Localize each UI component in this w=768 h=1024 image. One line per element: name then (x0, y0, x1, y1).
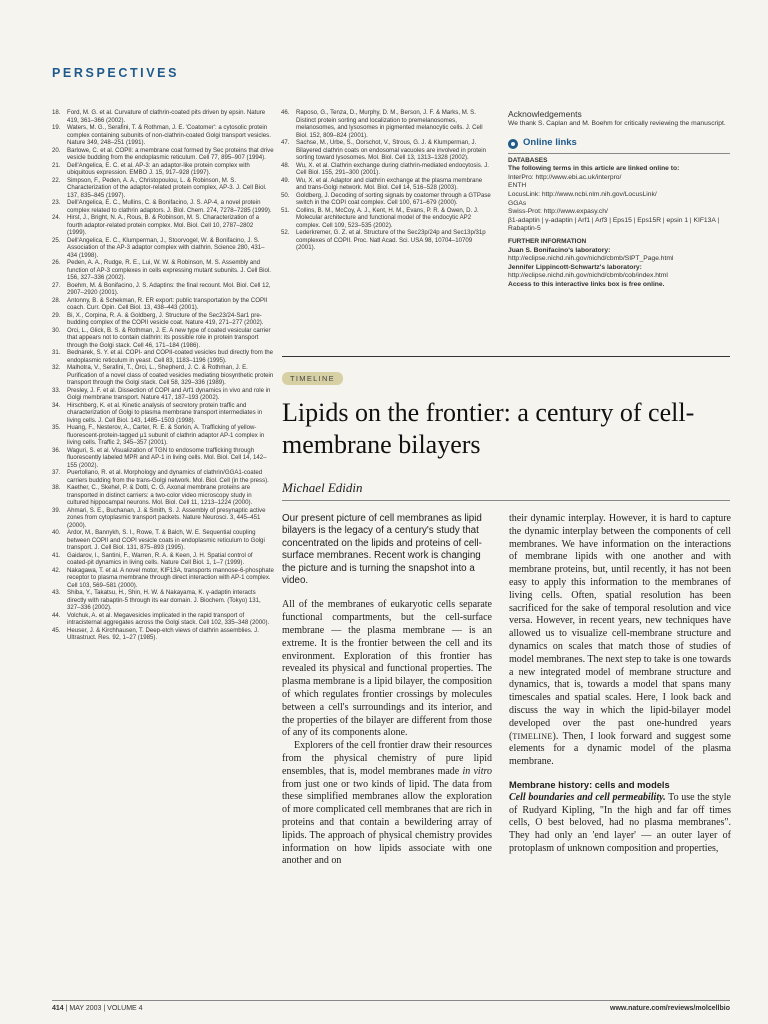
reference-text: Shiba, Y., Takatsu, H., Shin, H. W. & Nakayama, K. γ-adaptin interacts directly with rabaptin-5 through its ear domain. J. Biochem. (Tokyo) 131, 327–336 (2002). (67, 589, 261, 611)
article-title: Lipids on the frontier: a century of cell-membrane bilayers (282, 398, 695, 459)
article-column-right (509, 513, 731, 856)
references-column-2 (281, 109, 491, 252)
further-information-heading: FURTHER INFORMATION (508, 237, 587, 245)
reference-item (52, 259, 274, 282)
online-links-header (508, 139, 730, 149)
footer-page-info (52, 1005, 143, 1012)
reference-text: Bi, X., Corpina, R. A. & Goldberg, J. Structure of the Sec23/24-Sar1 pre-budding complex of the COPII vesicle coat. Nature 419, 271–277 (2002). (67, 311, 264, 326)
reference-number: 38. (52, 484, 61, 491)
author-divider (282, 500, 730, 501)
reference-text: Wu, X. et al. Adaptor and clathrin exchange at the plasma membrane and trans-Golgi network. Mol. Biol. Cell 14, 516–528 (2003). (296, 176, 483, 191)
reference-number: 19. (52, 124, 61, 131)
reference-number: 51. (281, 206, 290, 214)
reference-item (52, 177, 274, 200)
reference-item (52, 484, 274, 507)
reference-item (52, 424, 274, 447)
reference-item (52, 109, 274, 124)
reference-number: 20. (52, 146, 61, 154)
link-gga[interactable]: GGAs (508, 199, 527, 207)
section-subheading: Membrane history: cells and models (509, 779, 670, 790)
sidebar (508, 109, 730, 290)
reference-item (281, 177, 491, 192)
reference-text: Simpson, F., Peden, A. A., Christopoulou, L. & Robinson, M. S. Characterization of the adaptor-related protein complex, AP-3. J. Cell Biol. 137, 835–845 (1997). (67, 176, 267, 199)
reference-item (281, 162, 491, 177)
reference-number: 18. (52, 109, 61, 116)
reference-number: 50. (281, 191, 290, 199)
reference-text: Bednarek, S. Y. et al. COPI- and COPII-coated vesicles bud directly from the endoplasmic reticulum in yeast. Cell 83, 1183–1196 (1995). (67, 349, 274, 364)
link-interpro[interactable]: InterPro: http://www.ebi.ac.uk/interpro/ (508, 173, 622, 181)
reference-text: Antonny, B. & Schekman, R. ER export: public transportation by the COPII coach. Curr. Opin. Cell Biol. 13, 438–443 (2001). (67, 296, 268, 311)
reference-text: Collins, B. M., McCoy, A. J., Kent, H. M., Evans, P. R. & Owen, D. J. Molecular architecture and functional model of the endocytic AP2 complex. Cell 109, 523–535 (2002). (296, 206, 479, 229)
reference-text: Peden, A. A., Rudge, R. E., Lui, W. W. & Robinson, M. S. Assembly and function of AP-3 complexes in cells expressing mutant subunits. J. Cell Biol. 156, 327–336 (2002). (67, 259, 271, 281)
reference-text: Ford, M. G. et al. Curvature of clathrin-coated pits driven by epsin. Nature 419, 361–366 (2002). (67, 109, 266, 124)
timeline-link[interactable]: TIMELINE (512, 731, 553, 741)
reference-item (52, 312, 274, 327)
reference-number: 31. (52, 349, 61, 356)
link-swissprot[interactable]: Swiss-Prot: http://www.expasy.ch/ (508, 208, 608, 216)
reference-number: 30. (52, 326, 61, 334)
page-number: 414 (52, 1005, 64, 1012)
reference-number: 45. (52, 626, 61, 634)
reference-item (52, 387, 274, 402)
reference-item (281, 207, 491, 230)
reference-number: 34. (52, 401, 61, 409)
swissprot-terms[interactable]: β1-adaptin | γ-adaptin | Arf1 | Arf3 | Eps15 | Eps15R | epsin 1 | KIF13A | Rabaptin-5 (508, 216, 720, 233)
paragraph-1: All of the membranes of eukaryotic cells separate functional compartments, but the cell-surface membrane — the plasma membrane — is an extreme. It is the frontier between the cell and its environment. Exploration of this frontier has revealed its physical and functional properties. The plasma membrane is a lipid bilayer, the composition of which regulates frontier crossings by molecules between a cell's surroundings and its interior, and the properties of the bilayer are different from those of any of its components alone. (282, 599, 492, 739)
acknowledgements-heading: Acknowledgements (508, 109, 582, 119)
link-enth[interactable]: ENTH (508, 182, 527, 190)
reference-item (52, 567, 274, 590)
reference-item (52, 529, 274, 552)
reference-number: 46. (281, 109, 290, 116)
reference-number: 23. (52, 199, 61, 206)
reference-text: Sachse, M., Urbe, S., Oorschot, V., Strous, G. J. & Klumperman, J. Bilayered clathrin coats on endosomal vacuoles are involved in protein sorting toward lysosomes. Mol. Biol. Cell 13, 1313–1328 (2002). (296, 139, 487, 161)
reference-number: 41. (52, 551, 61, 559)
reference-number: 37. (52, 469, 61, 476)
databases-intro: The following terms in this article are linked online to: (508, 165, 680, 173)
reference-text: Waguri, S. et al. Visualization of TGN to endosome trafficking through fluorescently labeled MPR and AP-1 in living cells. Mol. Biol. Cell 14, 142–155 (2002). (67, 446, 267, 469)
reference-number: 40. (52, 529, 61, 536)
divider (508, 153, 730, 154)
reference-text: Lederkremer, G. Z. et al. Structure of the Sec23p/24p and Sec13p/31p complexes of COPII. Proc. Natl Acad. Sci. USA 98, 10704–10709 (2001). (296, 229, 486, 251)
reference-number: 26. (52, 259, 61, 266)
lab1-label: Juan S. Bonifacino's laboratory: (508, 246, 611, 254)
reference-text: Hirst, J., Bright, N. A., Rous, B. & Robinson, M. S. Characterization of a fourth adaptor-related protein complex. Mol. Biol. Cell 10, 2787–2802 (1999). (67, 214, 260, 236)
reference-item (52, 507, 274, 530)
reference-number: 39. (52, 506, 61, 514)
reference-text: Goldberg, J. Decoding of sorting signals by coatomer through a GTPase switch in the COPI coat complex. Cell 100, 671–679 (2000). (296, 191, 491, 206)
reference-item (52, 162, 274, 177)
reference-item (52, 402, 274, 425)
reference-item (52, 612, 274, 627)
reference-item (52, 214, 274, 237)
footer-divider (52, 1000, 730, 1001)
section-label: PERSPECTIVES (52, 66, 180, 80)
paragraph-4: Cell boundaries and cell permeability. To use the style of Rudyard Kipling, "In the high and far off times cells, O best beloved, had no plasma membranes". They had only an 'end layer' — an outer layer of protoplasm of unknown composition and properties, (509, 791, 731, 854)
reference-text: Heuser, J. & Kirchhausen, T. Deep-etch views of clathrin assemblies. J. Ultrastruct. Res. 92, 1–27 (1985). (67, 626, 259, 641)
reference-text: Raposo, G., Tenza, D., Murphy, D. M., Berson, J. F. & Marks, M. S. Distinct protein sorting and localization to premelanosomes, melanosomes, and lysosomes in pigmented melanocytic cells. J. Cell Biol. 152, 809–824 (2001). (296, 109, 483, 139)
reference-item (52, 364, 274, 387)
reference-item (281, 109, 491, 139)
reference-number: 27. (52, 281, 61, 289)
reference-item (52, 147, 274, 162)
reference-item (52, 297, 274, 312)
reference-number: 35. (52, 424, 61, 431)
lab2-link[interactable]: http://eclipse.nichd.nih.gov/nichd/cbmb/cob/index.html (508, 272, 668, 280)
reference-text: Huang, F., Nesterov, A., Carter, R. E. & Sorkin, A. Trafficking of yellow-fluorescent-protein-tagged μ1 subunit of clathrin adaptor AP-1 complex in living cells. Traffic 2, 345–357 (2001). (67, 424, 265, 446)
databases-heading: DATABASES (508, 156, 548, 164)
article-author: Michael Edidin (282, 480, 363, 495)
reference-item (52, 237, 274, 260)
reference-number: 33. (52, 386, 61, 394)
reference-text: Hirschberg, K. et al. Kinetic analysis of secretory protein traffic and characterization of Golgi to plasma membrane transport intermediates in living cells. J. Cell Biol. 143, 1485–1503 (1998). (67, 401, 263, 424)
lab1-link[interactable]: http://eclipse.nichd.nih.gov/nichd/cbmb/SIPT_Page.html (508, 255, 674, 263)
reference-number: 22. (52, 176, 61, 184)
reference-text: Kaether, C., Skehel, P. & Dotti, C. G. Axonal membrane proteins are transported in distinct carriers: a two-color video microscopy study in cultured hippocampal neurons. Mol. Biol. Cell 11, 1213–1224 (2000). (67, 484, 253, 506)
timeline-badge: TIMELINE (282, 372, 343, 385)
reference-item (52, 469, 274, 484)
reference-text: Puertollano, R. et al. Morphology and dynamics of clathrin/GGA1-coated carriers budding from the trans-Golgi network. Mol. Biol. Cell (in the press). (67, 469, 269, 484)
reference-number: 49. (281, 176, 290, 184)
reference-number: 44. (52, 611, 61, 619)
reference-text: Presley, J. F. et al. Dissection of COPI and Arf1 dynamics in vivo and role in Golgi membrane transport. Nature 417, 187–193 (2002). (67, 386, 271, 401)
reference-text: Gaidarov, I., Santini, F., Warren, R. A. & Keen, J. H. Spatial control of coated-pit dynamics in living cells. Nature Cell Biol. 1, 1–7 (1999). (67, 551, 253, 566)
reference-number: 48. (281, 161, 290, 169)
reference-number: 47. (281, 139, 290, 146)
reference-item (52, 124, 274, 147)
reference-item (52, 627, 274, 642)
reference-text: Nakagawa, T. et al. A novel motor, KIF13A, transports mannose-6-phosphate receptor to plasma membrane through direct interaction with AP-1 complex. Cell 103, 569–581 (2000). (67, 566, 274, 589)
issue-info: | MAY 2003 | VOLUME 4 (65, 1005, 143, 1012)
reference-text: Dell'Angelica, E. C. et al. AP-3: an adaptor-like protein complex with ubiquitous expression. EMBO J. 15, 917–928 (1997). (67, 161, 250, 176)
reference-number: 52. (281, 229, 290, 236)
section-divider (282, 356, 730, 357)
reference-text: Boehm, M. & Bonifacino, J. S. Adaptins: the final recount. Mol. Biol. Cell 12, 2907–2920 (2001). (67, 281, 271, 296)
reference-number: 29. (52, 311, 61, 319)
reference-text: Orci, L., Glick, B. S. & Rothman, J. E. A new type of coated vesicular carrier that appears not to contain clathrin: its possible role in protein transport through the Golgi stack. Cell 46, 171–184 (1986). (67, 326, 271, 349)
paragraph-3: their dynamic interplay. However, it is hard to capture the dynamic interplay between the components of cell membranes. We have information on the interactions of membrane lipids with one another and with membrane proteins, but, until recently, it has not been easy to apply this information to the membranes of living cells. Often, spatial resolution has been sacrificed for the sake of temporal resolution and vice versa. However, in recent years, new techniques have allowed us to visualize cell-membrane structure and dynamics on scales that match those of studies of model membranes. The next step to take is one towards a new integrated model of membrane structure and dynamics, that is, towards a model that spans many timescales and spatial scales. Here, I look back and discuss the way in which the lipid-bilayer model developed over the past one-hundred years (TIMELINE). Then, I look forward and suggest some elements for a dynamic model of the plasma membrane. (509, 513, 731, 768)
paragraph-2: Explorers of the cell frontier draw their resources from the physical chemistry of pure lipid ensembles, that is, model membranes made in vitro from just one or two kinds of lipid. The data from these simplified membranes allow the exploration of more complicated cell membranes that are rich in proteins and that contain a bewildering array of lipids. The approach of physical chemistry provides information on how lipids associate with one another and on (282, 740, 492, 867)
reference-text: Barlowe, C. et al. COPII: a membrane coat formed by Sec proteins that drive vesicle budding from the endoplasmic reticulum. Cell 77, 895–907 (1994). (67, 146, 274, 161)
reference-text: Ahmari, S. E., Buchanan, J. & Smith, S. J. Assembly of presynaptic active zones from cytoplasmic transport packets. Nature Neurosci. 3, 445–451 (2000). (67, 506, 266, 529)
reference-number: 24. (52, 214, 61, 221)
reference-item (281, 139, 491, 162)
reference-text: Malhotra, V., Serafini, T., Orci, L., Shepherd, J. C. & Rothman, J. E. Purification of a novel class of coated vesicles mediating biosynthetic protein transport through the Golgi stack. Cell 58, 329–336 (1989). (67, 364, 274, 386)
lab2-label: Jennifer Lippincott-Schwartz's laboratory: (508, 263, 642, 271)
reference-number: 36. (52, 446, 61, 454)
access-note: Access to this interactive links box is free online. (508, 280, 665, 288)
references-column-1 (52, 109, 274, 642)
link-locuslink[interactable]: LocusLink: http://www.ncbi.nlm.nih.gov/LocusLink/ (508, 190, 657, 198)
reference-text: Dell'Angelica, E. C., Klumperman, J., Stoorvogel, W. & Bonifacino, J. S. Association of the AP-3 adaptor complex with clathrin. Science 280, 431–434 (1998). (67, 236, 265, 259)
reference-number: 28. (52, 296, 61, 304)
reference-number: 43. (52, 589, 61, 596)
reference-text: Wu, X. et al. Clathrin exchange during clathrin-mediated endocytosis. J. Cell Biol. 155, 291–300 (2001). (296, 161, 489, 176)
reference-item (52, 327, 274, 350)
reference-text: Dell'Angelica, E. C., Mullins, C. & Bonifacino, J. S. AP-4, a novel protein complex related to clathrin adaptors. J. Biol. Chem. 274, 7278–7285 (1999). (67, 199, 272, 214)
reference-item (52, 282, 274, 297)
footer-url[interactable]: www.nature.com/reviews/molcellbio (610, 1005, 730, 1012)
online-links-title: Online links (523, 137, 577, 149)
reference-item (52, 589, 274, 612)
reference-item (52, 199, 274, 214)
reference-number: 42. (52, 566, 61, 574)
reference-item (52, 349, 274, 364)
reference-number: 25. (52, 236, 61, 244)
reference-text: Ardor, M., Bannykh, S. I., Rowe, T. & Balch, W. E. Sequential coupling between COPII and COPI vesicle coats in endoplasmic reticulum to Golgi transport. J. Cell Biol. 131, 875–893 (1995). (67, 529, 265, 551)
reference-item (52, 552, 274, 567)
reference-item (52, 447, 274, 470)
article-lead: Our present picture of cell membranes as lipid bilayers is the legacy of a century's study that concentrated on the lipids and proteins of cell-surface membranes. Recent work is changing the picture and is turning the snapshot into a video. (282, 513, 482, 587)
reference-item (281, 192, 491, 207)
reference-text: Volchuk, A. et al. Megavesicles implicated in the rapid transport of intracisternal aggregates across the Golgi stack. Cell 102, 335–348 (2000). (67, 611, 270, 626)
reference-item (281, 229, 491, 252)
globe-icon (508, 139, 518, 149)
reference-number: 32. (52, 364, 61, 371)
reference-text: Waters, M. G., Serafini, T. & Rothman, J. E. 'Coatomer': a cytosolic protein complex containing subunits of non-clathrin-coated Golgi transport vesicles. Nature 349, 248–251 (1991). (67, 124, 271, 146)
reference-number: 21. (52, 161, 61, 169)
article-column-left (282, 513, 492, 868)
acknowledgements-text: We thank S. Caplan and M. Boehm for critically reviewing the manuscript. (508, 120, 726, 127)
